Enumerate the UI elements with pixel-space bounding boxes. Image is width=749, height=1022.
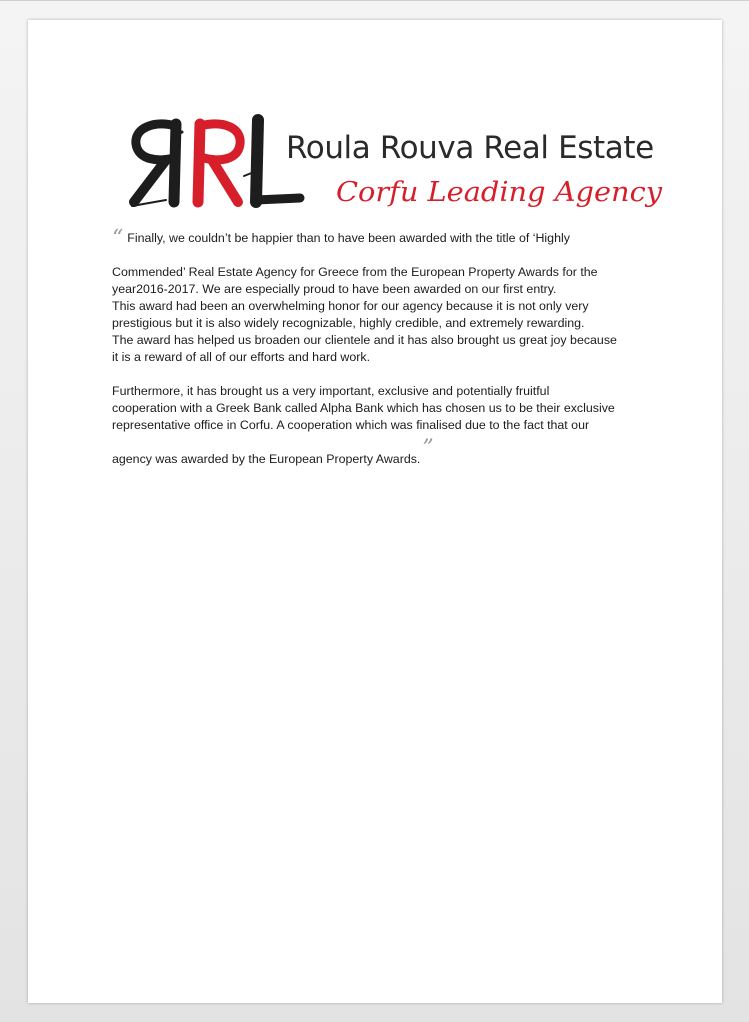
close-quote-mark: ” bbox=[422, 436, 434, 461]
text-line: prestigious but it is also widely recognizable, highly credible, and extremely rewarding. bbox=[112, 316, 585, 330]
text-line: This award had been an overwhelming honor for our agency because it is not only very bbox=[112, 299, 589, 313]
document-page bbox=[28, 20, 722, 1003]
text-line: representative office in Corfu. A cooperation which was finalised due to the fact that our bbox=[112, 418, 590, 432]
paragraph-award bbox=[112, 226, 652, 366]
text-line: Commended’ Real Estate Agency for Greece from the European Property Awards for the bbox=[112, 265, 598, 279]
company-name: Roula Rouva Real Estate bbox=[286, 130, 654, 166]
text-line: Finally, we couldn’t be happier than to have been awarded with the title of ‘Highly bbox=[127, 231, 570, 245]
open-quote-mark: “ bbox=[112, 226, 124, 251]
text-line: it is a reward of all of our efforts and hard work. bbox=[112, 350, 371, 364]
text-line: agency was awarded by the European Property Awards. bbox=[112, 452, 421, 466]
text-line: Furthermore, it has brought us a very important, exclusive and potentially fruitful bbox=[112, 384, 550, 398]
company-tagline: Corfu Leading Agency bbox=[336, 177, 663, 208]
paragraph-cooperation bbox=[112, 383, 652, 468]
window-top-border bbox=[0, 0, 749, 1]
text-line: year2016-2017. We are especially proud to have been awarded on our first entry. bbox=[112, 282, 557, 296]
award-quote bbox=[112, 226, 652, 468]
company-logo bbox=[126, 106, 666, 218]
rrl-monogram-icon bbox=[126, 106, 666, 218]
text-line: The award has helped us broaden our clientele and it has also brought us great joy because bbox=[112, 333, 617, 347]
text-line: cooperation with a Greek Bank called Alpha Bank which has chosen us to be their exclusive bbox=[112, 401, 615, 415]
